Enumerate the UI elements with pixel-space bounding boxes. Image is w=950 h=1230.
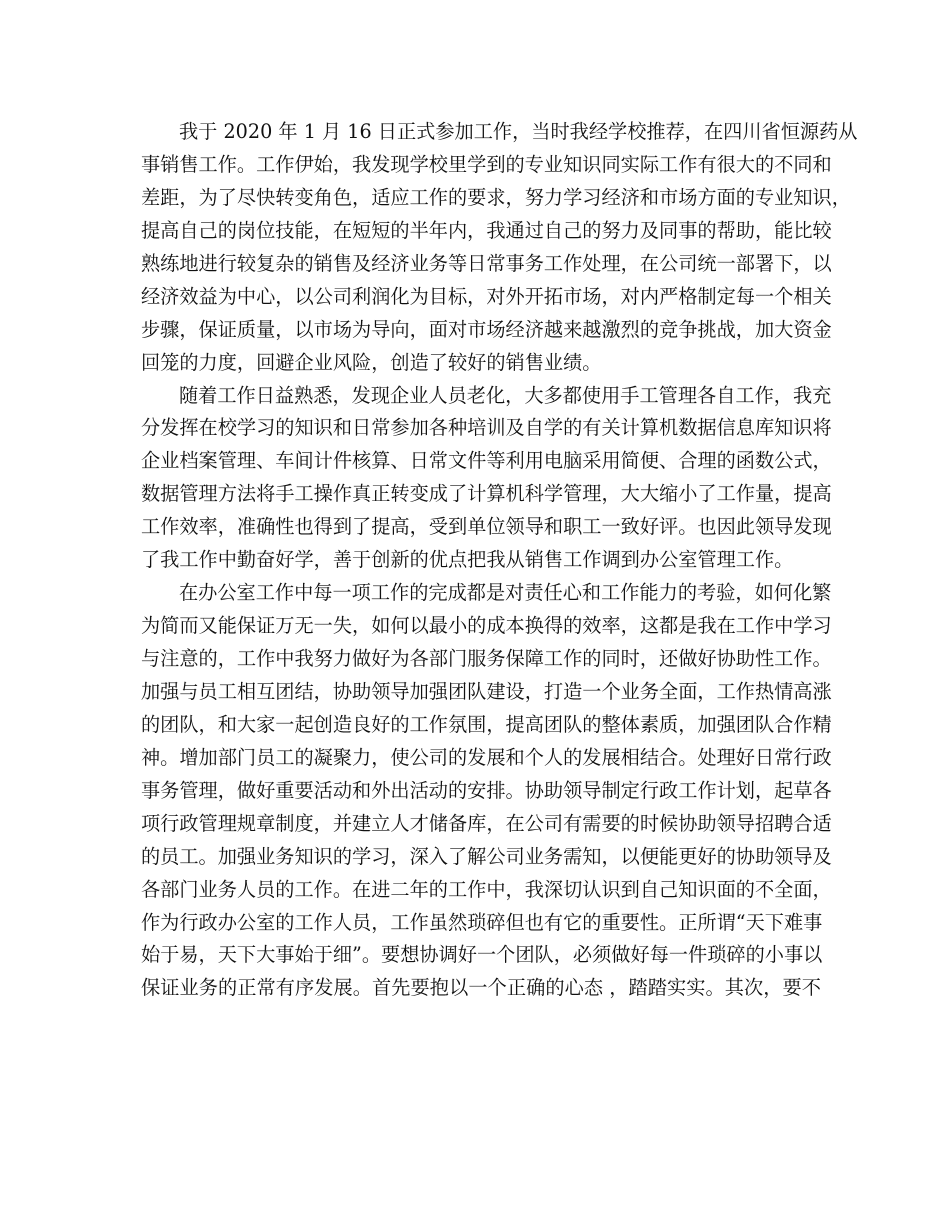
paragraph-3-line-4: 加强与员工相互团结，协助领导加强团队建设，打造一个业务全面，工作热情高涨 bbox=[141, 679, 832, 703]
paragraph-2-line-5: 工作效率，准确性也得到了提高，受到单位领导和职工一致好评。也因此领导发现 bbox=[141, 515, 832, 539]
paragraph-2-line-2: 分发挥在校学习的知识和日常参加各种培训及自学的有关计算机数据信息库知识将 bbox=[141, 416, 832, 440]
paragraph-3-line-7: 事务管理，做好重要活动和外出活动的安排。协助领导制定行政工作计划，起草各 bbox=[141, 778, 832, 802]
paragraph-1-line-7: 步骤，保证质量，以市场为导向，面对市场经济越来越激烈的竞争挑战，加大资金 bbox=[141, 317, 832, 341]
paragraph-2-line-4: 数据管理方法将手工操作真正转变成了计算机科学管理，大大缩小了工作量，提高 bbox=[141, 482, 832, 506]
paragraph-1-line-2: 事销售工作。工作伊始，我发现学校里学到的专业知识同实际工作有很大的不同和 bbox=[141, 152, 832, 176]
paragraph-3-line-8: 项行政管理规章制度，并建立人才储备库，在公司有需要的时候协助领导招聘合适 bbox=[141, 811, 832, 835]
paragraph-1-line-3: 差距，为了尽快转变角色，适应工作的要求，努力学习经济和市场方面的专业知识， bbox=[141, 185, 851, 209]
paragraph-1-line-4: 提高自己的岗位技能，在短短的半年内，我通过自己的努力及同事的帮助，能比较 bbox=[141, 218, 832, 242]
paragraph-2-line-6: 了我工作中勤奋好学，善于创新的优点把我从销售工作调到办公室管理工作。 bbox=[141, 548, 794, 572]
paragraph-3-line-13: 保证业务的正常有序发展。首先要抱以一个正确的心态 ，踏踏实实。其次，要不 bbox=[141, 976, 821, 1000]
document-body bbox=[141, 116, 858, 1005]
paragraph-3-line-3: 与注意的，工作中我努力做好为各部门服务保障工作的同时，还做好协助性工作。 bbox=[141, 647, 832, 670]
paragraph-1-line-8: 回笼的力度，回避企业风险，创造了较好的销售业绩。 bbox=[141, 350, 602, 374]
paragraph-3-line-2: 为简而又能保证万无一失，如何以最小的成本换得的效率，这都是我在工作中学习 bbox=[141, 614, 832, 638]
paragraph-2-line-1: 随着工作日益熟悉，发现企业人员老化，大多都使用手工管理各自工作，我充 bbox=[179, 383, 832, 407]
paragraph-3-line-10: 各部门业务人员的工作。在进二年的工作中，我深切认识到自己知识面的不全面， bbox=[141, 877, 832, 901]
paragraph-2-line-3: 企业档案管理、车间计件核算、日常文件等利用电脑采用简便、合理的函数公式， bbox=[141, 449, 832, 473]
paragraph-1-line-5: 熟练地进行较复杂的销售及经济业务等日常事务工作处理，在公司统一部署下，以 bbox=[141, 251, 832, 275]
paragraph-1-line-6: 经济效益为中心，以公司利润化为目标，对外开拓市场，对内严格制定每一个相关 bbox=[141, 284, 832, 308]
paragraph-3-line-1: 在办公室工作中每一项工作的完成都是对责任心和工作能力的考验，如何化繁 bbox=[179, 581, 832, 605]
paragraph-3-line-11: 作为行政办公室的工作人员，工作虽然琐碎但也有它的重要性。正所谓“天下难事 bbox=[141, 910, 823, 934]
paragraph-1-line-1: 我于 2020 年 1 月 16 日正式参加工作，当时我经学校推荐，在四川省恒源药从 bbox=[179, 120, 858, 143]
paragraph-3-line-6: 神。增加部门员工的凝聚力，使公司的发展和个人的发展相结合。处理好日常行政 bbox=[141, 745, 832, 769]
paragraph-3-line-12: 始于易，天下大事始于细”。要想协调好一个团队，必须做好每一件琐碎的小事以 bbox=[141, 943, 823, 967]
paragraph-3-line-5: 的团队，和大家一起创造良好的工作氛围，提高团队的整体素质，加强团队合作精 bbox=[141, 712, 832, 736]
paragraph-3-line-9: 的员工。加强业务知识的学习，深入了解公司业务需知，以便能更好的协助领导及 bbox=[141, 844, 832, 868]
